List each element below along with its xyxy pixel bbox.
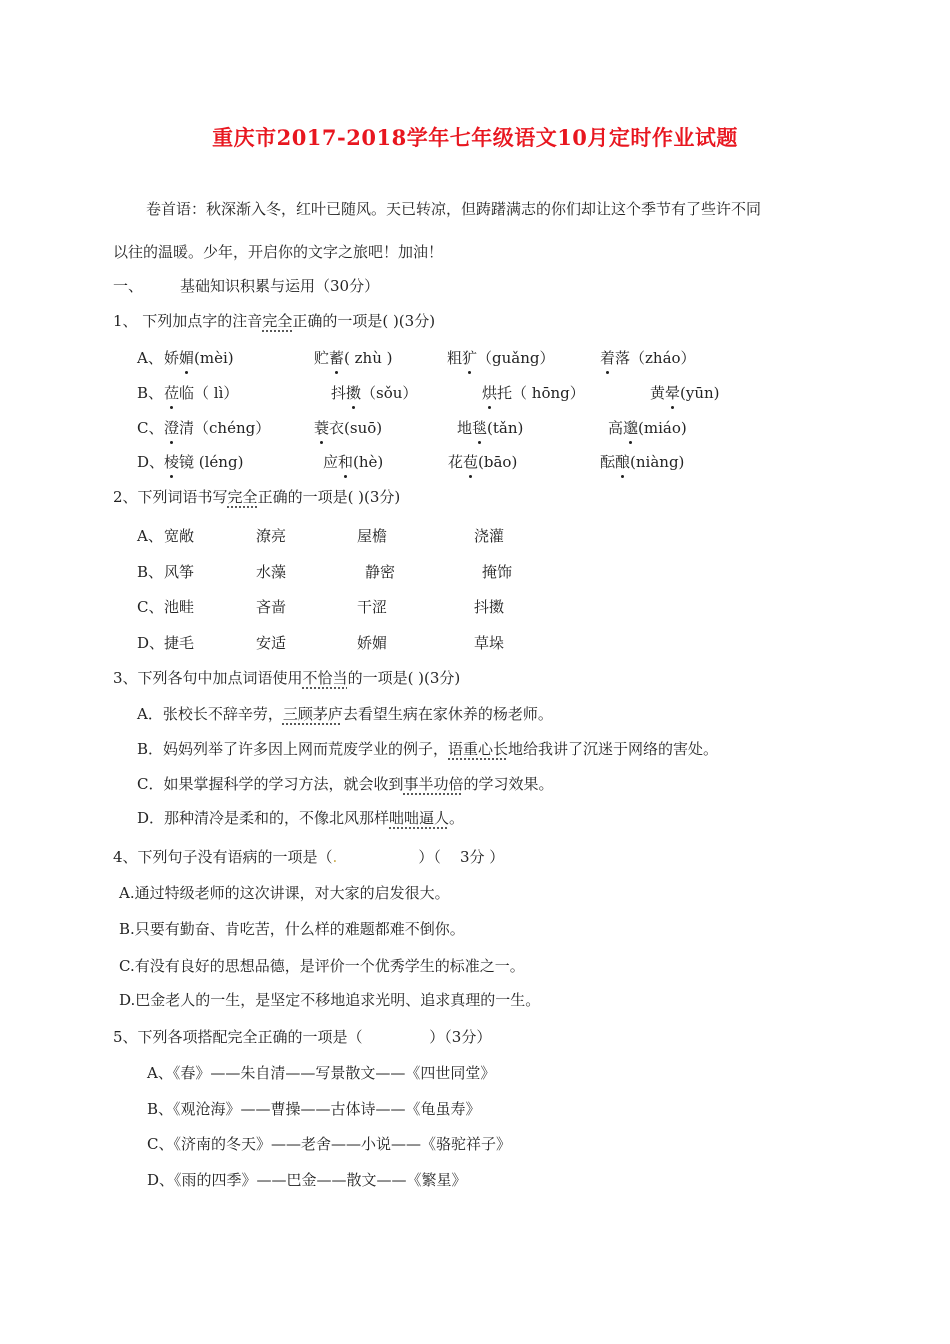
q2-option-a-word-2: 潦亮	[256, 527, 287, 545]
q2-option-d-word-4: 草垛	[474, 634, 505, 652]
q1-option-a-item-4: 着落（zháo）	[600, 349, 696, 367]
q2-option-d-word-3: 娇媚	[357, 634, 388, 652]
section-title: 基础知识积累与运用（30分）	[180, 277, 380, 295]
dotted-emphasis: 完全	[227, 488, 258, 506]
q5-option-c: C、《济南的冬天》——老舍——小说——《骆驼祥子》	[147, 1135, 511, 1153]
question-3-stem: 3、下列各句中加点词语使用不恰当的一项是( )(3分)	[113, 669, 461, 687]
question-5-stem: 5、下列各项搭配完全正确的一项是（ ）（3分）	[113, 1028, 492, 1046]
q3-option-b: B．妈妈列举了许多因上网而荒废学业的例子，语重心长地给我讲了沉迷于网络的害处。	[137, 740, 719, 758]
q1-option-d-label: D、	[137, 453, 165, 471]
preface-line-1: 卷首语：秋深渐入冬，红叶已随风。天已转凉，但踌躇满志的你们却让这个季节有了些许不同	[146, 200, 762, 218]
q2-option-b-word-2: 水藻	[256, 563, 287, 581]
q2-option-c-label: C、	[137, 598, 164, 616]
q2-option-c-word-2: 吝啬	[256, 598, 287, 616]
q4-option-b: B.只要有勤奋、肯吃苦，什么样的难题都难不倒你。	[119, 920, 465, 938]
q5-option-a: A、《春》——朱自清——写景散文——《四世同堂》	[147, 1064, 496, 1082]
q1-option-d-item-2: 应和(hè)	[323, 453, 384, 471]
q1-option-a-item-3: 粗犷（guǎng）	[447, 349, 555, 367]
q1-option-d-item-1: 棱镜 (léng)	[164, 453, 244, 471]
q1-option-c-item-2: 蓑衣(suō)	[314, 419, 383, 437]
q1-option-a-label: A、	[137, 349, 163, 367]
q2-option-a-word-4: 浇灌	[474, 527, 505, 545]
section-number: 一、	[113, 277, 144, 295]
q1-option-a-item-1: 娇媚(mèi)	[164, 349, 234, 367]
q4-option-d: D.巴金老人的一生，是坚定不移地追求光明、追求真理的一生。	[119, 991, 541, 1009]
dotted-emphasis: 不恰当	[302, 669, 348, 687]
q1-option-b-item-1: 莅临（ lì）	[164, 384, 239, 402]
q5-option-b: B、《观沧海》——曹操——古体诗——《龟虽寿》	[147, 1100, 481, 1118]
q2-option-d-label: D、	[137, 634, 165, 652]
question-4-stem: 4、下列句子没有语病的一项是（. ）（ 3分 ）	[113, 848, 505, 866]
q1-option-d-item-4: 酝酿(niàng)	[600, 453, 685, 471]
q3-option-c: C．如果掌握科学的学习方法，就会收到事半功倍的学习效果。	[137, 775, 554, 793]
q1-option-c-item-1: 澄清（chéng）	[164, 419, 271, 437]
q1-option-d-item-3: 花苞(bāo)	[448, 453, 518, 471]
q1-option-b-item-2: 抖擞（sǒu）	[331, 384, 418, 402]
q1-option-a-item-2: 贮蓄( zhù )	[314, 349, 393, 367]
question-2-stem: 2、下列词语书写完全正确的一项是( )(3分)	[113, 488, 401, 506]
q4-option-a: A.通过特级老师的这次讲课，对大家的启发很大。	[119, 884, 450, 902]
q2-option-b-label: B、	[137, 563, 164, 581]
preface-line-2: 以往的温暖。少年，开启你的文字之旅吧！加油！	[113, 243, 444, 261]
q2-option-c-word-1: 池畦	[164, 598, 195, 616]
q2-option-a-label: A、	[137, 527, 163, 545]
dotted-emphasis: 完全	[262, 312, 293, 330]
q2-option-b-word-3: 静密	[365, 563, 396, 581]
q5-option-d: D、《雨的四季》——巴金——散文——《繁星》	[147, 1171, 467, 1189]
q2-option-c-word-4: 抖擞	[474, 598, 505, 616]
q2-option-a-word-1: 宽敞	[164, 527, 195, 545]
q4-option-c: C.有没有良好的思想品德，是评价一个优秀学生的标准之一。	[119, 957, 525, 975]
q2-option-a-word-3: 屋檐	[357, 527, 388, 545]
q2-option-c-word-3: 干涩	[357, 598, 388, 616]
q1-option-c-item-4: 高邈(miáo)	[608, 419, 687, 437]
q1-option-b-item-4: 黄晕(yūn)	[650, 384, 720, 402]
q1-option-b-label: B、	[137, 384, 164, 402]
q1-option-b-item-3: 烘托（ hōng）	[482, 384, 585, 402]
q1-option-c-label: C、	[137, 419, 164, 437]
q2-option-b-word-1: 风筝	[164, 563, 195, 581]
q3-option-a: A．张校长不辞辛劳，三顾茅庐去看望生病在家休养的杨老师。	[137, 705, 553, 723]
q2-option-d-word-2: 安适	[256, 634, 287, 652]
question-1-stem: 1、 下列加点字的注音完全正确的一项是( )(3分)	[113, 312, 436, 330]
q3-option-d: D．那种清冷是柔和的，不像北风那样咄咄逼人。	[137, 809, 465, 827]
q2-option-b-word-4: 掩饰	[482, 563, 513, 581]
q1-option-c-item-3: 地毯(tǎn)	[457, 419, 524, 437]
section-heading	[113, 276, 379, 296]
q2-option-d-word-1: 捷毛	[164, 634, 195, 652]
page-title: 重庆市2017-2018学年七年级语文10月定时作业试题	[212, 125, 738, 150]
